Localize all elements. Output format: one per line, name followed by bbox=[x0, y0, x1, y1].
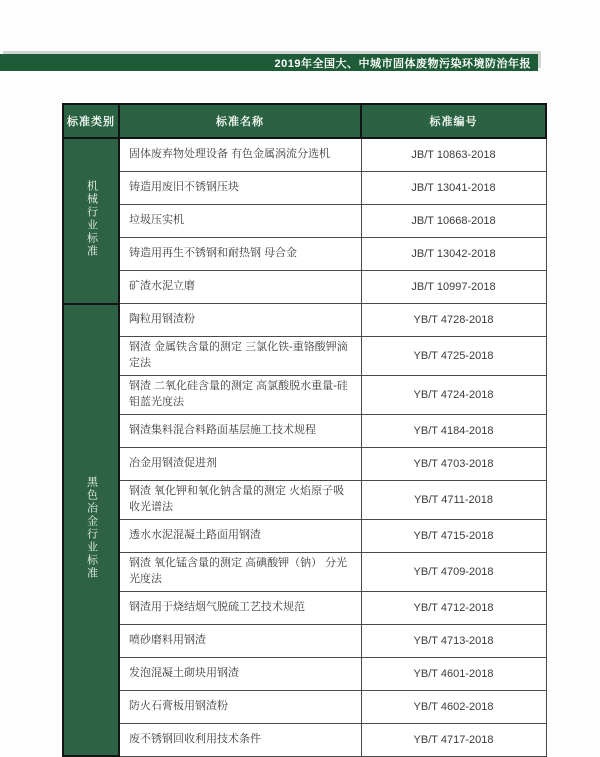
table-row bbox=[63, 657, 546, 690]
table-row bbox=[63, 447, 546, 480]
standard-code-cell: YB/T 4717-2018 bbox=[361, 723, 546, 756]
category-label: 黑色冶金行业标准 bbox=[85, 476, 98, 581]
standard-code-cell: YB/T 4712-2018 bbox=[361, 591, 546, 624]
standard-code-cell: YB/T 4725-2018 bbox=[361, 337, 546, 376]
standard-code-cell: JB/T 10863-2018 bbox=[361, 138, 546, 172]
column-header-category: 标准类别 bbox=[63, 104, 119, 138]
table-row bbox=[63, 690, 546, 723]
standard-code-cell: JB/T 13041-2018 bbox=[361, 172, 546, 205]
standard-name-cell: 冶金用钢渣促进剂 bbox=[119, 447, 361, 480]
report-title-bar bbox=[0, 54, 538, 71]
table-row bbox=[63, 138, 546, 172]
standard-code-cell: YB/T 4703-2018 bbox=[361, 447, 546, 480]
standard-name-cell: 发泡混凝土砌块用钢渣 bbox=[119, 657, 361, 690]
standard-code-cell: YB/T 4184-2018 bbox=[361, 414, 546, 447]
table-row bbox=[63, 205, 546, 238]
standard-name-cell: 固体废弃物处理设备 有色金属涡流分选机 bbox=[119, 138, 361, 172]
standard-code-cell: YB/T 4709-2018 bbox=[361, 552, 546, 591]
standard-code-cell: YB/T 4728-2018 bbox=[361, 304, 546, 337]
standard-name-cell: 钢渣 二氧化硅含量的测定 高氯酸脱水重量-硅钼蓝光度法 bbox=[119, 375, 361, 414]
table-row bbox=[63, 238, 546, 271]
standard-code-cell: JB/T 10997-2018 bbox=[361, 271, 546, 304]
column-header-code: 标准编号 bbox=[361, 104, 546, 138]
table-header-row bbox=[63, 104, 546, 138]
standard-name-cell: 钢渣 氧化钾和氧化钠含量的测定 火焰原子吸收光谱法 bbox=[119, 480, 361, 519]
standard-code-cell: YB/T 4711-2018 bbox=[361, 480, 546, 519]
category-cell-machinery bbox=[63, 138, 119, 304]
table-row bbox=[63, 480, 546, 519]
standard-name-cell: 废不锈钢回收利用技术条件 bbox=[119, 723, 361, 756]
table-row bbox=[63, 375, 546, 414]
standard-name-cell: 透水水泥混凝土路面用钢渣 bbox=[119, 519, 361, 552]
standard-name-cell: 钢渣集料混合料路面基层施工技术规程 bbox=[119, 414, 361, 447]
standard-name-cell: 钢渣 氧化锰含量的测定 高碘酸钾（钠） 分光光度法 bbox=[119, 552, 361, 591]
standard-name-cell: 钢渣用于烧结烟气脱硫工艺技术规范 bbox=[119, 591, 361, 624]
table-row bbox=[63, 304, 546, 337]
table-row bbox=[63, 337, 546, 376]
table-row bbox=[63, 414, 546, 447]
standard-code-cell: YB/T 4601-2018 bbox=[361, 657, 546, 690]
standard-name-cell: 铸造用再生不锈钢和耐热钢 母合金 bbox=[119, 238, 361, 271]
report-title: 2019年全国大、中城市固体废物污染环境防治年报 bbox=[274, 57, 531, 70]
standard-name-cell: 防火石膏板用钢渣粉 bbox=[119, 690, 361, 723]
table-row bbox=[63, 552, 546, 591]
standard-name-cell: 铸造用废旧不锈钢压块 bbox=[119, 172, 361, 205]
category-cell-ferrous-metallurgy bbox=[63, 304, 119, 757]
standard-name-cell: 钢渣 金属铁含量的测定 三氯化铁-重铬酸钾滴定法 bbox=[119, 337, 361, 376]
standard-code-cell: JB/T 10668-2018 bbox=[361, 205, 546, 238]
table-row bbox=[63, 271, 546, 304]
standard-name-cell: 垃圾压实机 bbox=[119, 205, 361, 238]
standard-name-cell: 陶粒用钢渣粉 bbox=[119, 304, 361, 337]
table-row bbox=[63, 519, 546, 552]
table-row bbox=[63, 723, 546, 756]
table-row bbox=[63, 172, 546, 205]
standard-name-cell: 矿渣水泥立磨 bbox=[119, 271, 361, 304]
table-row bbox=[63, 591, 546, 624]
table-row bbox=[63, 624, 546, 657]
standard-code-cell: YB/T 4713-2018 bbox=[361, 624, 546, 657]
standard-name-cell: 喷砂磨料用钢渣 bbox=[119, 624, 361, 657]
standard-code-cell: YB/T 4724-2018 bbox=[361, 375, 546, 414]
standards-table bbox=[62, 103, 547, 757]
category-label: 机械行业标准 bbox=[85, 180, 98, 259]
standard-code-cell: YB/T 4602-2018 bbox=[361, 690, 546, 723]
column-header-name: 标准名称 bbox=[119, 104, 361, 138]
standard-code-cell: JB/T 13042-2018 bbox=[361, 238, 546, 271]
standard-code-cell: YB/T 4715-2018 bbox=[361, 519, 546, 552]
